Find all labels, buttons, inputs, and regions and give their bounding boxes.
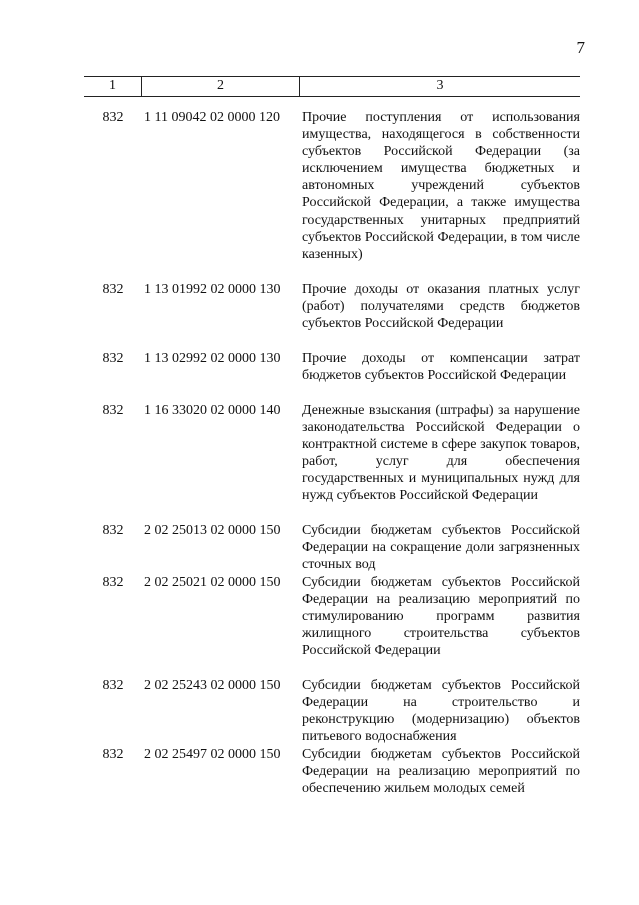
table-row [84,350,580,402]
revenue-name-cell: Прочие доходы от оказания платных услуг (работ) получателями средств бюджетов субъектов Российской Федерации [302,282,580,332]
revenue-code-cell: 2 02 25243 02 0000 150 [144,678,281,693]
revenue-code-cell: 2 02 25021 02 0000 150 [144,575,281,590]
table-row [84,522,580,574]
revenue-code-cell: 1 16 33020 02 0000 140 [144,403,281,418]
table-row [84,109,580,281]
table-row [84,746,580,815]
column-header-1: 1 [84,77,142,96]
table-body [84,109,580,815]
table-row [84,402,580,522]
admin-code-cell: 832 [102,523,124,538]
page-number: 7 [576,38,585,57]
revenue-name-cell: Денежные взыскания (штрафы) за нарушение законодательства Российской Федерации о контрактной системе в сфере закупок товаров, работ, услуг для обеспечения государственных и муниципальных нужд для нужд субъектов Российской Федерации [302,403,580,504]
admin-code-cell: 832 [102,282,124,297]
revenue-name-cell: Субсидии бюджетам субъектов Российской Федерации на строительство и реконструкцию (модернизацию) объектов питьевого водоснабжения [302,678,580,745]
table-header-row [84,76,580,97]
admin-code-cell: 832 [102,575,124,590]
revenue-codes-table [84,76,580,815]
admin-code-cell: 832 [102,110,124,125]
revenue-code-cell: 1 11 09042 02 0000 120 [144,110,280,125]
table-row [84,574,580,677]
revenue-name-cell: Прочие поступления от использования имущества, находящегося в собственности субъектов Российской Федерации (за исключением имущества бюджетных и автономных учреждений субъектов Российской Федерации, а также имущества государственных унитарных предприятий субъектов Российской Федерации, в том числе казенных) [302,110,580,262]
table-row [84,281,580,350]
revenue-name-cell: Субсидии бюджетам субъектов Российской Федерации на сокращение доли загрязненных сточных вод [302,523,580,573]
column-header-2: 2 [142,77,300,96]
revenue-code-cell: 1 13 02992 02 0000 130 [144,351,281,366]
revenue-code-cell: 2 02 25013 02 0000 150 [144,523,281,538]
admin-code-cell: 832 [102,678,124,693]
revenue-name-cell: Прочие доходы от компенсации затрат бюджетов субъектов Российской Федерации [302,351,580,384]
revenue-name-cell: Субсидии бюджетам субъектов Российской Федерации на реализацию мероприятий по стимулированию программ развития жилищного строительства субъектов Российской Федерации [302,575,580,659]
admin-code-cell: 832 [102,403,124,418]
revenue-code-cell: 1 13 01992 02 0000 130 [144,282,281,297]
admin-code-cell: 832 [102,351,124,366]
column-header-3: 3 [436,78,444,93]
revenue-code-cell: 2 02 25497 02 0000 150 [144,747,281,762]
revenue-name-cell: Субсидии бюджетам субъектов Российской Федерации на реализацию мероприятий по обеспечению жильем молодых семей [302,747,580,797]
admin-code-cell: 832 [102,747,124,762]
table-row [84,677,580,746]
